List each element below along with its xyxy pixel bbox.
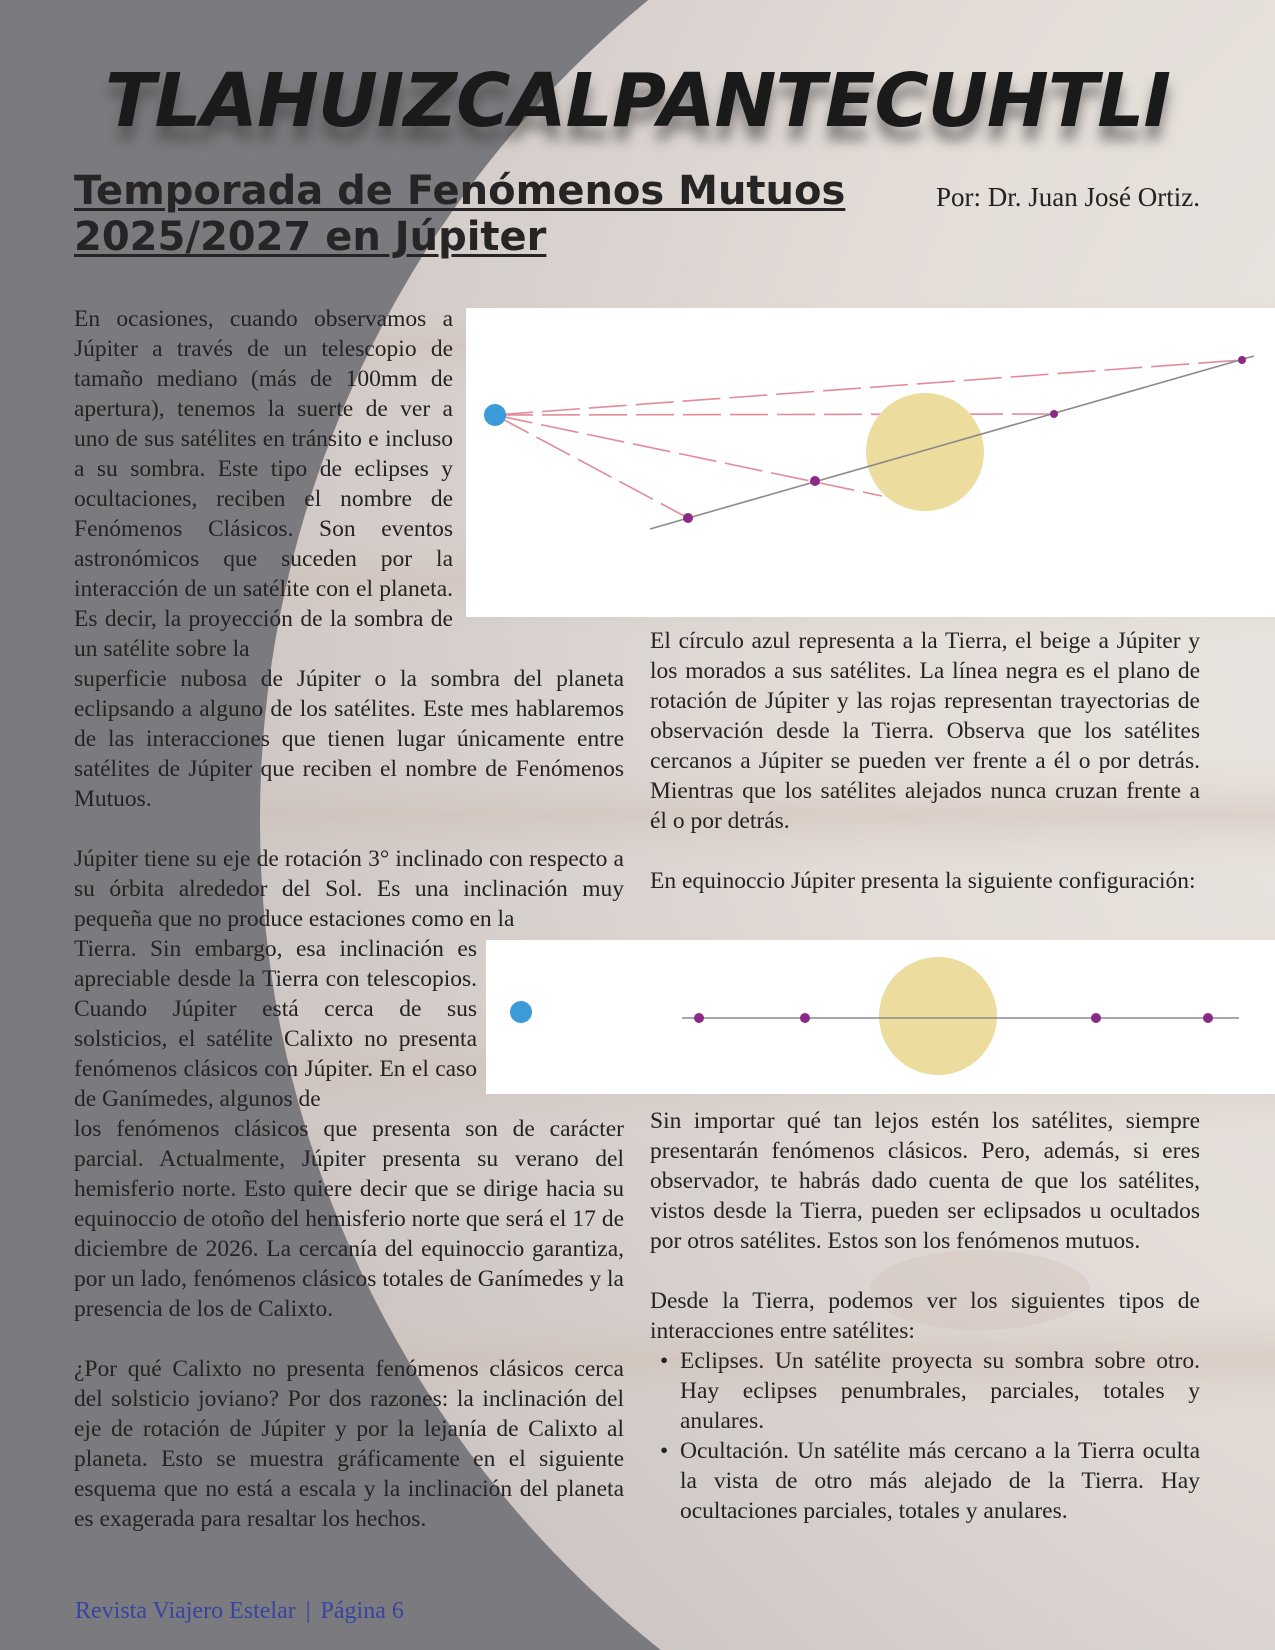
paragraph-rotation-axis-continued: los fenómenos clásicos que presenta son de carácter parcial. Actualmente, Júpiter presenta su verano del hemisferio norte. Esto quiere decir que se dirige hacia su equinoccio de otoño del hemisferio norte que será el 17 de diciembre de 2026. La cercanía del equinoccio garantiza, por un lado, fenómenos clásicos totales de Ganímedes y la presencia de los de Calixto. [74,1116,624,1322]
magazine-masthead: TLAHUIZCALPANTECUHTLI [104,58,1170,144]
satellite-inner [810,476,820,486]
article-title [74,168,894,260]
list-item-ocultacion: • Ocultación. Un satélite más cercano a la Tierra oculta la vista de otro más alejado de la Tierra. Hay ocultaciones parciales, totales y anulares. [656,1436,1200,1526]
earth-circle [510,1001,532,1023]
paragraph-equinox-intro: En equinoccio Júpiter presenta la siguiente configuración: [650,868,1196,894]
solstice-diagram [466,308,1275,617]
equinox-diagram [486,940,1275,1094]
paragraph-calixto-question: ¿Por qué Calixto no presenta fenómenos clásicos cerca del solsticio joviano? Por dos razones: la inclinación del eje de rotación de Júpiter y por la lejanía de Calixto al planeta. Esto se muestra gráficamente en el siguiente esquema que no está a escala y la inclinación del planeta es exagerada para resaltar los hechos. [74,1356,624,1532]
footer-separator: | [305,1598,311,1624]
satellite-far [1238,356,1246,364]
paragraph-rotation-axis-top: Júpiter tiene su eje de rotación 3° inclinado con respecto a su órbita alrededor del Sol. Es una inclinación muy pequeña que no produce estaciones como en la [74,846,624,932]
list-item-eclipses: • Eclipses. Un satélite proyecta su sombra sobre otro. Hay eclipses penumbrales, parciales, totales y anulares. [656,1346,1200,1436]
interaction-types-list [656,1346,1200,1526]
paragraph-mutual-phenomena: Sin importar qué tan lejos estén los satélites, siempre presentarán fenómenos clásicos. Pero, además, si eres observador, te habrás dado cuenta de que los satélites, vistos desde la Tierra, pueden ser eclipsados u ocultados por otros satélites. Estos son los fenómenos mutuos. [650,1108,1200,1254]
footer-page-number: Página 6 [320,1598,404,1624]
satellite-near-right [1091,1013,1101,1023]
footer-magazine-name: Revista Viajero Estelar [75,1598,296,1624]
sightline-inner-satellite [495,415,882,496]
article-title-line-2: 2025/2027 en Júpiter [74,214,547,260]
jupiter-disk [879,957,997,1075]
satellite-far-left [694,1013,704,1023]
earth-circle [484,404,506,426]
article-title-line-1: Temporada de Fenómenos Mutuos [74,168,846,214]
figure-caption: El círculo azul representa a la Tierra, el beige a Júpiter y los morados a sus satélites. La línea negra es el plano de rotación de Júpiter y las rojas representan trayectorias de observación desde la Tierra. Observa que los satélites cercanos a Júpiter se pueden ver frente a él o por detrás. Mientras que los satélites alejados nunca cruzan frente a él o por detrás. [650,628,1200,834]
paragraph-intro-wrapped: En ocasiones, cuando observamos a Júpiter a través de un telescopio de tamaño mediano (más de 100mm de apertura), tenemos la suerte de ver a uno de sus satélites en tránsito e incluso a su sombra. Este tipo de eclipses y ocultaciones, reciben el nombre de Fenómenos Clásicos. Son eventos astronómicos que suceden por la interacción de un satélite con el planeta. Es decir, la proyección de la sombra de un satélite sobre la [74,306,453,662]
paragraph-interaction-types: Desde la Tierra, podemos ver los siguientes tipos de interacciones entre satélites: [650,1288,1200,1344]
satellite-outer [1050,410,1058,418]
page-footer [75,1598,404,1625]
paragraph-intro-continued: superficie nubosa de Júpiter o la sombra del planeta eclipsando a alguno de los satélites. Este mes hablaremos de las interacciones que tienen lugar únicamente entre satélites de Júpiter que reciben el nombre de Fenómenos Mutuos. [74,666,624,812]
satellite-near [683,513,693,523]
jupiter-disk [866,393,984,511]
sightline-far-satellite [495,360,1242,415]
paragraph-rotation-axis-wrapped: Tierra. Sin embargo, esa inclinación es apreciable desde la Tierra con telescopios. Cuando Júpiter está cerca de sus solsticios, el satélite Calixto no presenta fenómenos clásicos con Júpiter. En el caso de Ganímedes, algunos de [74,936,477,1112]
article-byline: Por: Dr. Juan José Ortiz. [936,182,1200,212]
sightline-near-satellite [495,415,688,518]
satellite-far-right [1203,1013,1213,1023]
satellite-near-left [800,1013,810,1023]
